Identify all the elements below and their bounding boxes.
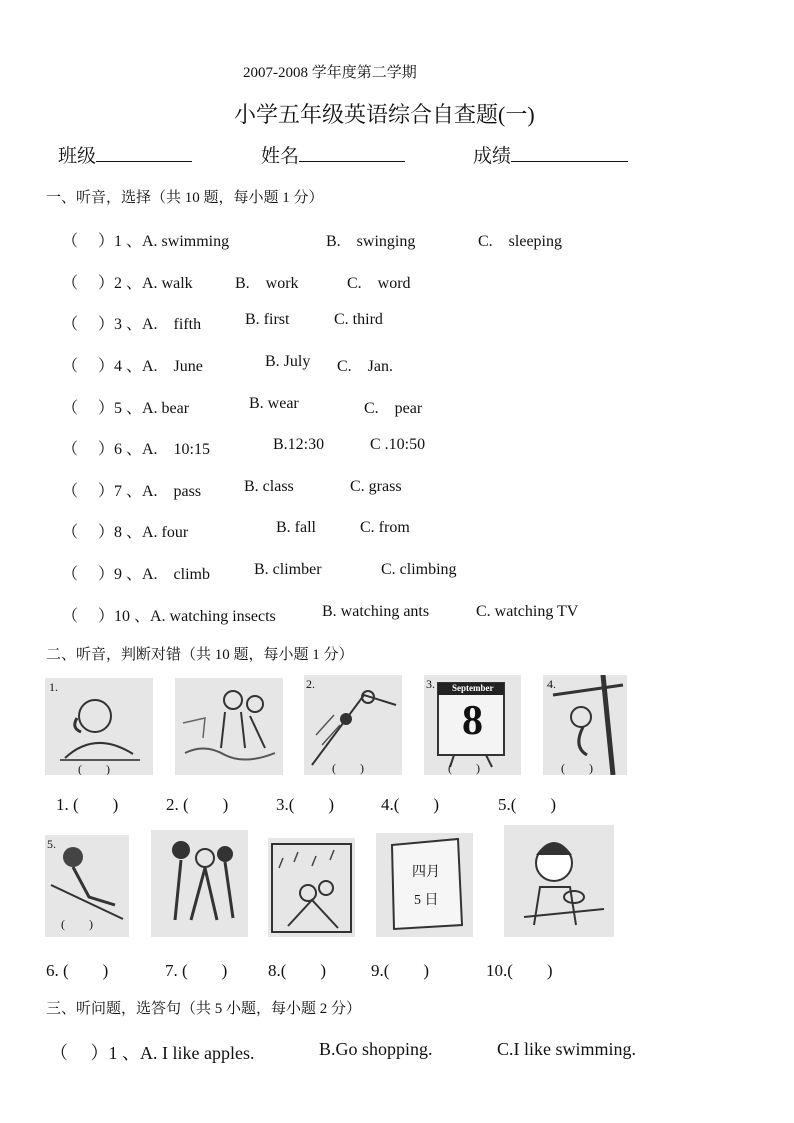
answer-blank-6[interactable]: 6. ( ) [46, 961, 109, 980]
class-field[interactable] [58, 141, 192, 168]
calendar-icon [376, 833, 473, 937]
answer-blank-7[interactable]: 7. ( ) [165, 961, 228, 980]
q-option-c[interactable]: C. pear [364, 400, 423, 417]
section3-title: 三、听问题，选答句（共 5 小题，每小题 2 分） [46, 1001, 362, 1017]
q-option-b[interactable]: B. class [244, 478, 294, 495]
picture-number: 3. [426, 677, 435, 691]
q-option-c[interactable]: C. watching TV [476, 603, 579, 620]
score-field[interactable] [473, 141, 628, 168]
kids-image [151, 830, 248, 937]
q-option-c[interactable]: C. word [347, 275, 411, 292]
picture-number: 1. [49, 680, 58, 694]
q-option-b[interactable]: B. wear [249, 395, 299, 412]
children-image [175, 678, 283, 775]
q-option-a[interactable]: （ ）6 、A. 10:15 [62, 441, 211, 458]
class-blank-line[interactable] [96, 143, 192, 162]
picture-number: 4. [547, 677, 556, 691]
picture-climbing [304, 675, 402, 775]
answer-labels-row1 [56, 790, 616, 812]
picture-answer-blank[interactable]: ( ) [561, 761, 593, 775]
section2-title: 二、听音，判断对错（共 10 题，每小题 1 分） [46, 647, 354, 663]
q-option-b[interactable]: B.Go shopping. [319, 1039, 433, 1059]
answer-blank-10[interactable]: 10.( ) [486, 961, 553, 980]
answer-blank-5[interactable]: 5.( ) [498, 795, 557, 814]
picture-calendar-april [376, 833, 473, 937]
q-option-a[interactable]: （ ）5 、A. bear [62, 400, 190, 417]
q-option-b[interactable]: B. fall [276, 519, 316, 536]
calendar-month-label: September [452, 683, 494, 693]
q-option-b[interactable]: B.12:30 [273, 436, 325, 453]
q-option-b[interactable]: B. climber [254, 561, 322, 578]
q-option-b[interactable]: B. swinging [326, 233, 416, 250]
score-blank-line[interactable] [511, 143, 628, 162]
answer-blank-8[interactable]: 8.( ) [268, 961, 327, 980]
q-option-c[interactable]: C. sleeping [478, 233, 562, 250]
calendar-day-number: 8 [462, 698, 483, 744]
q-option-c[interactable]: C .10:50 [370, 436, 426, 453]
name-field[interactable] [261, 141, 405, 168]
answer-blank-1[interactable]: 1. ( ) [56, 795, 119, 814]
section1-title: 一、听音，选择（共 10 题，每小题 1 分） [46, 190, 324, 206]
q-option-c[interactable]: C. Jan. [337, 358, 394, 375]
page-title: 小学五年级英语综合自查题(一) [234, 102, 535, 127]
q-option-c[interactable]: C. grass [350, 478, 402, 495]
q-option-a[interactable]: （ ）1 、A. I like apples. [50, 1043, 255, 1063]
girl-image [504, 825, 614, 937]
rain-image [268, 838, 355, 937]
picture-phone-call [45, 678, 153, 775]
name-blank-line[interactable] [299, 143, 405, 162]
picture-answer-blank[interactable]: ( ) [448, 761, 480, 775]
calendar-day-number: 5 日 [414, 893, 439, 908]
q-option-b[interactable]: B. July [265, 353, 311, 370]
score-label: 成绩 [473, 146, 512, 167]
q-option-c[interactable]: C. from [360, 519, 410, 536]
picture-answer-blank[interactable]: ( ) [332, 761, 364, 775]
name-label: 姓名 [261, 146, 300, 167]
q-option-a[interactable]: （ ）8 、A. four [62, 524, 189, 541]
answer-labels-row2 [46, 956, 616, 978]
picture-rain-flowers [268, 838, 355, 937]
picture-monkey-skiing [45, 835, 129, 937]
picture-answer-blank[interactable]: ( ) [61, 917, 93, 931]
q-option-b[interactable]: B. work [235, 275, 299, 292]
picture-answer-blank[interactable]: ( ) [78, 762, 110, 775]
q-option-a[interactable]: （ ）3 、A. fifth [62, 316, 202, 333]
answer-blank-4[interactable]: 4.( ) [381, 795, 440, 814]
picture-monkey-tree [543, 675, 627, 775]
answer-blank-2[interactable]: 2. ( ) [166, 795, 229, 814]
q-option-a[interactable]: （ ）9 、A. climb [62, 566, 210, 583]
picture-children-walking [175, 678, 283, 775]
q-option-b[interactable]: B. first [245, 311, 290, 328]
q-option-c[interactable]: C. third [334, 311, 383, 328]
q-option-a[interactable]: （ ）1 、A. swimming [62, 233, 230, 250]
picture-number: 2. [306, 677, 315, 691]
q-option-a[interactable]: （ ）7 、A. pass [62, 483, 202, 500]
picture-children-playing [151, 830, 248, 937]
q-option-c[interactable]: C. climbing [381, 561, 457, 578]
term-subtitle: 2007-2008 学年度第二学期 [243, 65, 417, 81]
answer-blank-9[interactable]: 9.( ) [371, 961, 430, 980]
calendar-month-label: 四月 [412, 865, 440, 880]
picture-calendar-september [424, 675, 521, 775]
picture-girl-eating [504, 825, 614, 937]
q-option-a[interactable]: （ ）10 、A. watching insects [62, 608, 276, 625]
q-option-a[interactable]: （ ）4 、A. June [62, 358, 203, 375]
class-label: 班级 [58, 146, 97, 167]
answer-blank-3[interactable]: 3.( ) [276, 795, 335, 814]
q-option-b[interactable]: B. watching ants [322, 603, 430, 620]
picture-number: 5. [47, 837, 56, 851]
q-option-c[interactable]: C.I like swimming. [497, 1039, 636, 1059]
q-option-a[interactable]: （ ）2 、A. walk [62, 275, 193, 292]
